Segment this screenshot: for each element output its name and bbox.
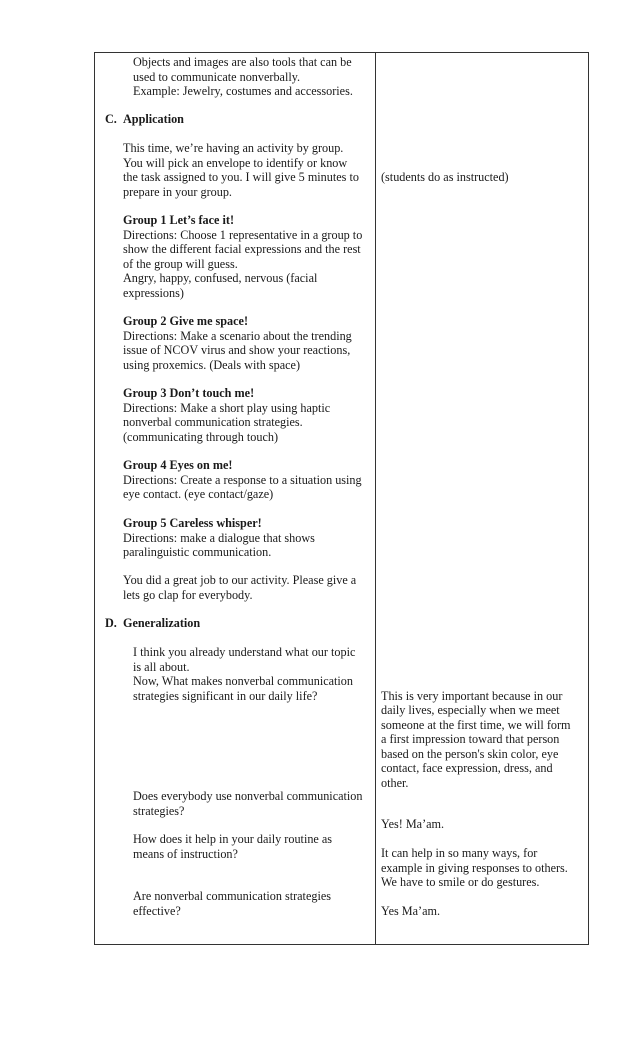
group3-title: Group 3 Don’t touch me! (123, 386, 255, 400)
group5-line-1: Directions: make a dialogue that shows (123, 530, 315, 545)
section-c-title: Application (123, 112, 184, 126)
gen-q1-line-2: is all about. (133, 659, 190, 674)
answer1-line-1: This is very important because in our (381, 688, 563, 703)
closing-line-1: You did a great job to our activity. Please give a (123, 573, 357, 587)
group1-line-4: Angry, happy, confused, nervous (facial (123, 271, 318, 285)
intro-line-2: used to communicate nonverbally. (133, 69, 301, 84)
group3-line-1: Directions: Make a short play using haptic (123, 400, 331, 415)
group3-line-3: (communicating through touch) (123, 429, 279, 444)
group4-title: Group 4 Eyes on me! (123, 458, 233, 472)
group1-line-1: Directions: Choose 1 representative in a group to (123, 227, 363, 242)
answer3-line-3: We have to smile or do gestures. (381, 875, 540, 889)
answer3-line-1: It can help in so many ways, for (381, 846, 538, 860)
answer2: Yes! Ma’am. (381, 817, 445, 831)
answer4: Yes Ma’am. (381, 903, 441, 918)
gen-q4-line-2: effective? (133, 903, 181, 918)
group2-line-2: issue of NCOV virus and show your reactions, (123, 343, 351, 357)
application-line-1: This time, we’re having an activity by group. (123, 141, 344, 155)
application-line-2: You will pick an envelope to identify or know (123, 155, 348, 170)
group3-line-2: nonverbal communication strategies. (123, 415, 303, 429)
group1-line-2: show the different facial expressions and the rest (123, 242, 361, 256)
application-line-4: prepare in your group. (123, 184, 232, 199)
answer1-line-2: daily lives, especially when we meet (381, 703, 560, 717)
answer1-line-5: based on the person's skin color, eye (381, 746, 559, 761)
gen-q2-line-2: strategies? (133, 803, 185, 818)
gen-q3-line-2: means of instruction? (133, 846, 238, 861)
group4-line-1: Directions: Create a response to a situation using (123, 472, 362, 487)
answer1-line-4: a first impression toward that person (381, 732, 560, 746)
intro-line-3: Example: Jewelry, costumes and accessories. (133, 84, 353, 98)
answer1-line-6: contact, face expression, dress, and (381, 761, 553, 775)
section-d-title: Generalization (123, 616, 201, 630)
gen-q1-line-1: I think you already understand what our topic (133, 645, 356, 659)
closing-line-2: lets go clap for everybody. (123, 587, 253, 602)
section-d-letter: D. (105, 616, 117, 630)
students-action: (students do as instructed) (381, 170, 509, 184)
gen-q1-line-4: strategies significant in our daily life? (133, 688, 318, 703)
group5-title: Group 5 Careless whisper! (123, 516, 262, 530)
application-line-3: the task assigned to you. I will give 5 minutes to (123, 170, 359, 184)
gen-q4-line-1: Are nonverbal communication strategies (133, 889, 331, 903)
group1-line-3: of the group will guess. (123, 256, 238, 271)
gen-q3-line-1: How does it help in your daily routine as (133, 832, 333, 846)
group4-line-2: eye contact. (eye contact/gaze) (123, 487, 274, 501)
section-c-letter: C. (105, 112, 117, 126)
answer1-line-7: other. (381, 775, 409, 790)
column-divider (375, 53, 376, 944)
gen-q1-line-3: Now, What makes nonverbal communication (133, 674, 353, 688)
gen-q2-line-1: Does everybody use nonverbal communication (133, 789, 363, 803)
group2-line-3: using proxemics. (Deals with space) (123, 357, 301, 372)
answer3-line-2: example in giving responses to others. (381, 860, 568, 875)
group2-title: Group 2 Give me space! (123, 314, 249, 328)
intro-line-1: Objects and images are also tools that can be (133, 55, 352, 69)
group1-line-5: expressions) (123, 285, 184, 300)
group2-line-1: Directions: Make a scenario about the trending (123, 328, 352, 343)
answer1-line-3: someone at the first time, we will form (381, 717, 571, 732)
group5-line-2: paralinguistic communication. (123, 545, 272, 559)
group1-title: Group 1 Let’s face it! (123, 213, 235, 227)
